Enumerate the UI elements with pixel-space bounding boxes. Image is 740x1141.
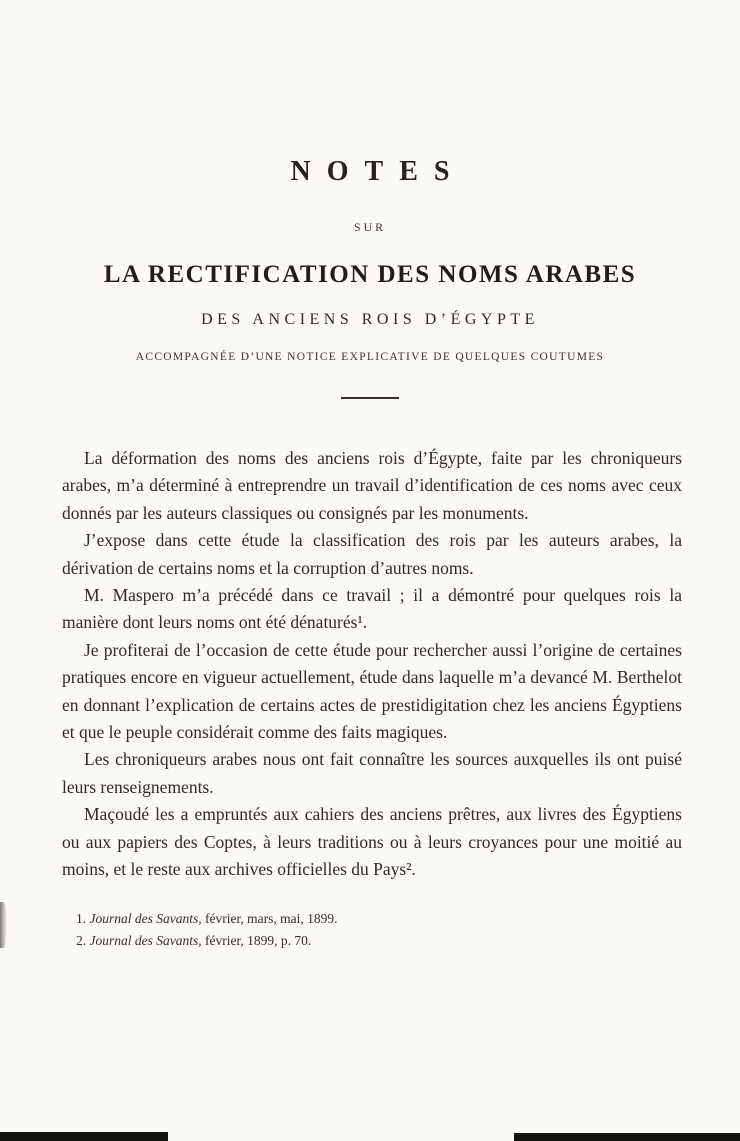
paragraph: J’expose dans cette étude la classification des rois par les auteurs arabes, la dérivation de certains noms et la corruption d’autres noms. (62, 530, 682, 578)
title-connector: SUR (353, 220, 387, 234)
scan-artifact-left-smudge (0, 902, 7, 948)
body-text (62, 445, 682, 884)
paragraph: Les chroniqueurs arabes nous ont fait connaître les sources auxquelles ils ont puisé leurs renseignements. (62, 749, 682, 797)
footnote (76, 908, 670, 930)
footnote-work-title: Journal des Savants, (89, 910, 202, 926)
page-title: NOTES (290, 156, 466, 187)
paragraph: Je profiterai de l’occasion de cette étude pour rechercher aussi l’origine de certaines pratiques encore en vigueur actuellement, étude dans laquelle m’a devancé M. Berthelot en donnant l’explication de certains actes de prestidigitation chez les anciens Égyptiens et que le peuple considérait comme des faits magiques. (62, 639, 682, 743)
footnote-number: 2. (76, 932, 87, 948)
subtitle: DES ANCIENS ROIS D’ÉGYPTE (201, 311, 539, 328)
title-divider (341, 397, 399, 399)
tagline: ACCOMPAGNÉE D’UNE NOTICE EXPLICATIVE DE QUELQUES COUTUMES (135, 351, 605, 363)
scan-artifact-bottom-left-bar (0, 1132, 168, 1141)
paragraph: Maçoudé les a empruntés aux cahiers des anciens prêtres, aux livres des Égyptiens ou aux papiers des Coptes, à leurs traditions ou à leurs croyances pour une moitié au moins, et le reste aux archives officielles du Pays². (62, 804, 682, 880)
title-block (0, 156, 740, 399)
footnote-work-title: Journal des Savants, (89, 932, 202, 948)
paragraph: La déformation des noms des anciens rois d’Égypte, faite par les chroniqueurs arabes, m’a déterminé à entreprendre un travail d’identification de ces noms avec ceux donnés par les auteurs classiques ou consignés par les monuments. (62, 448, 682, 523)
scan-artifact-bottom-right-bar (514, 1133, 740, 1141)
footnote-detail: février, 1899, p. 70. (201, 932, 312, 948)
footnote-detail: février, mars, mai, 1899. (201, 910, 338, 926)
footnote-number: 1. (76, 910, 87, 926)
footnote (76, 930, 670, 952)
paragraph: M. Maspero m’a précédé dans ce travail ; il a démontré pour quelques rois la manière dont leurs noms ont été dénaturés¹. (62, 585, 682, 633)
main-title: LA RECTIFICATION DES NOMS ARABES (103, 261, 637, 288)
footnotes (76, 908, 670, 952)
